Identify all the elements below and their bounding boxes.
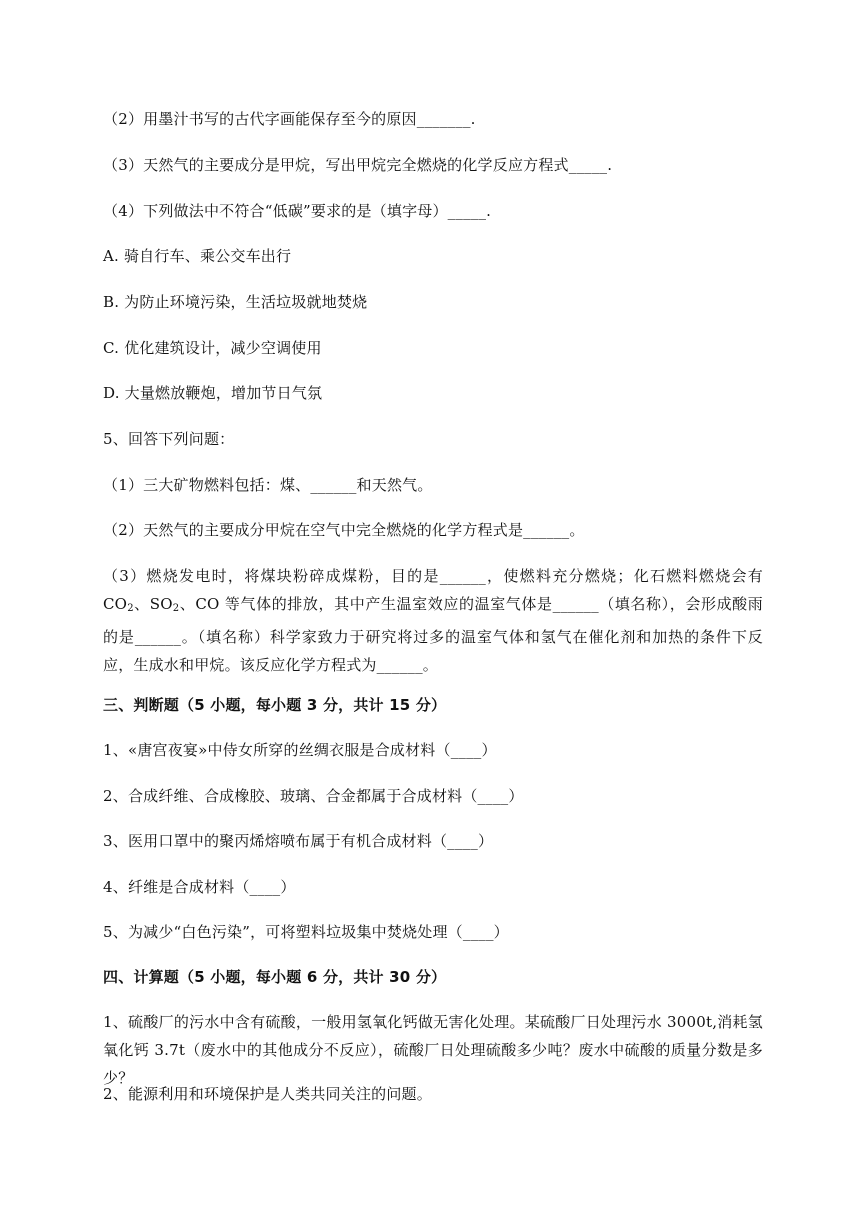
q5-sub3-part-b: 、SO (133, 595, 173, 613)
calc-question-2: 2、能源利用和环境保护是人类共同关注的问题。 (103, 1085, 432, 1103)
calc-question-1: 1、硫酸厂的污水中含有硫酸，一般用氢氧化钙做无害化处理。某硫酸厂日处理污水 3000t,消耗氢氧化钙 3.7t（废水中的其他成分不反应），硫酸厂日处理硫酸多少吨？废水中硫酸的质量分数是多少？ (103, 1013, 763, 1087)
q5-sub3-part-a: （3）燃烧发电时，将煤块粉碎成煤粉，目的是______，使燃料充分燃烧；化石燃料燃烧会有 CO (103, 567, 763, 613)
q4-option-c: C. 优化建筑设计，减少空调使用 (103, 339, 322, 357)
judge-item-4: 4、纤维是合成材料（____） (103, 878, 296, 896)
section3-heading: 三、判断题（5 小题，每小题 3 分，共计 15 分） (103, 696, 447, 714)
judge-item-5: 5、为减少“白色污染”，可将塑料垃圾集中焚烧处理（____） (103, 923, 509, 941)
judge-item-1: 1、«唐宫夜宴»中侍女所穿的丝绸衣服是合成材料（____） (103, 741, 497, 759)
q4-option-b: B. 为防止环境污染，生活垃圾就地焚烧 (103, 293, 368, 311)
q5-sub3 (103, 562, 763, 679)
q5-sub2: （2）天然气的主要成分甲烷在空气中完全燃烧的化学方程式是______。 (103, 521, 585, 539)
q4-sub4: （4）下列做法中不符合“低碳”要求的是（填字母）_____. (103, 202, 492, 220)
q5-sub3-part-c: 、CO 等气体的排放，其中产生温室效应的温室气体是______（填名称），会形成酸雨的是______。（填名称）科学家致力于研究将过多的温室气体和氢气在催化剂和加热的条件下反应，生成水和甲烷。该反应化学方程式为______。 (103, 595, 763, 674)
q5-sub1: （1）三大矿物燃料包括：煤、______和天然气。 (103, 476, 433, 494)
section4-heading: 四、计算题（5 小题，每小题 6 分，共计 30 分） (103, 968, 447, 986)
q5-title: 5、回答下列问题： (103, 430, 235, 448)
judge-item-2: 2、合成纤维、合成橡胶、玻璃、合金都属于合成材料（____） (103, 787, 524, 805)
q4-option-d: D. 大量燃放鞭炮，增加节日气氛 (103, 384, 323, 402)
so2-subscript: 2 (172, 603, 180, 614)
q4-sub3: （3）天然气的主要成分是甲烷，写出甲烷完全燃烧的化学反应方程式_____. (103, 156, 613, 174)
judge-item-3: 3、医用口罩中的聚丙烯熔喷布属于有机合成材料（____） (103, 832, 494, 850)
q4-option-a: A. 骑自行车、乘公交车出行 (103, 247, 292, 265)
q4-sub2: （2）用墨汁书写的古代字画能保存至今的原因_______. (103, 110, 476, 128)
co2-subscript: 2 (127, 603, 134, 614)
